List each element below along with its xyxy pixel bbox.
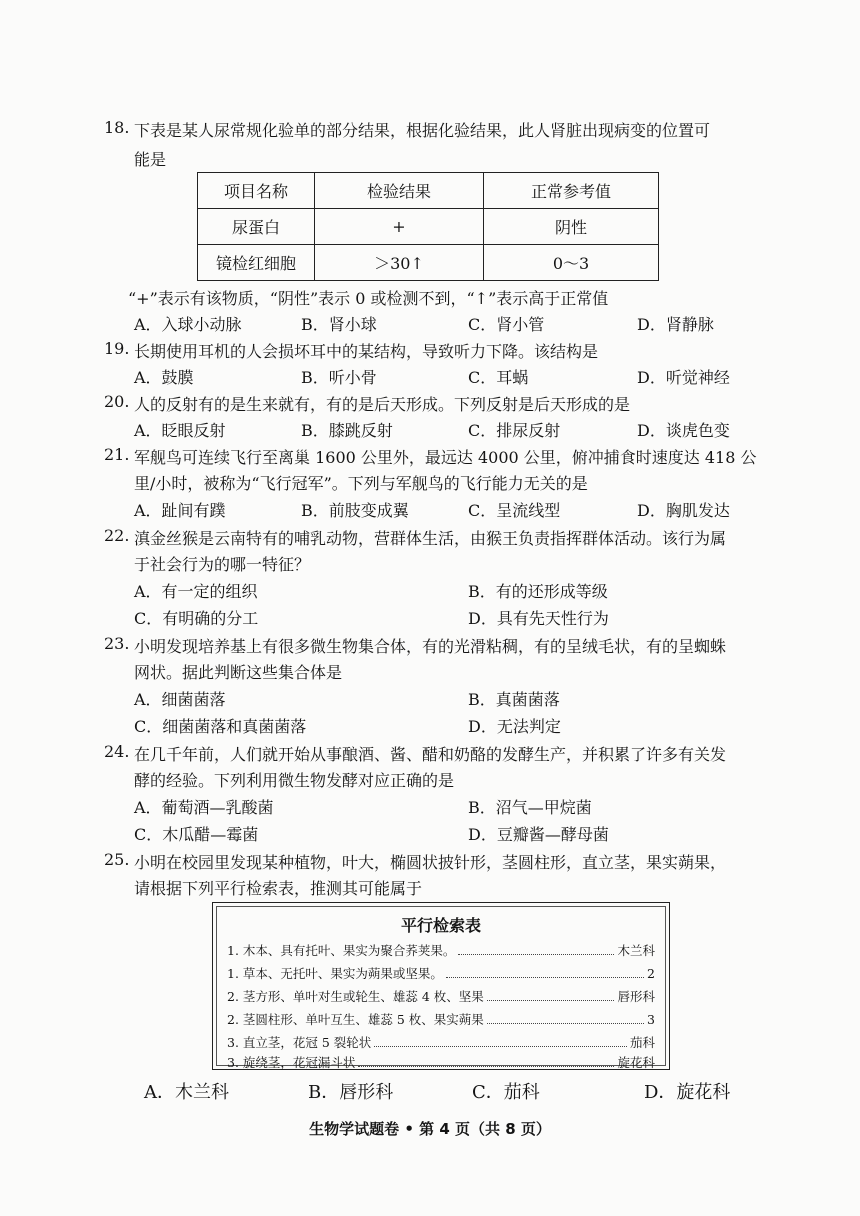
q21-option-d[interactable]: D．胸肌发达 [637,501,730,520]
q23-option-d[interactable]: D．无法判定 [468,717,561,736]
table-cell: 0～3 [484,245,659,281]
q21-stem-line2: 里/小时，被称为“飞行冠军”。下列与军舰鸟的飞行能力无关的是 [134,474,588,493]
key-row [227,1033,655,1055]
q25-option-d[interactable]: D．旋花科 [644,1082,731,1103]
q21-option-c[interactable]: C．呈流线型 [468,501,561,520]
q19-option-a[interactable]: A．鼓膜 [134,368,194,387]
table-row [198,245,659,281]
q25-option-b[interactable]: B．唇形科 [308,1082,394,1103]
q20-number: 20. [104,392,130,411]
q20-option-a[interactable]: A．眨眼反射 [134,421,226,440]
q22-stem-line2: 于社会行为的哪一特征？ [134,555,311,574]
table-cell: 阴性 [484,209,659,245]
q25-stem-line2: 请根据下列平行检索表，推测其可能属于 [134,879,423,898]
q18-option-b[interactable]: B．肾小球 [301,315,377,334]
q20-stem-line1: 人的反射有的是生来就有，有的是后天形成。下列反射是后天形成的是 [134,395,631,414]
q18-option-d[interactable]: D．肾静脉 [637,315,714,334]
q23-option-c[interactable]: C．细菌菌落和真菌菌落 [134,717,307,736]
table-cell: ＞30↑ [315,245,484,281]
key-row-leader-dots [358,1055,614,1067]
table-row [198,209,659,245]
q24-option-a[interactable]: A．葡萄酒—乳酸菌 [134,798,274,817]
q19-stem-line1: 长期使用耳机的人会损坏耳中的某结构，导致听力下降。该结构是 [134,342,599,361]
q25-stem-line1: 小明在校园里发现某种植物，叶大，椭圆状披针形，茎圆柱形，直立茎，果实蒴果， [134,853,727,872]
table-cell: 镜检红细胞 [198,245,315,281]
q22-option-d[interactable]: D．具有先天性行为 [468,609,609,628]
key-title: 平行检索表 [400,916,481,935]
q24-stem-line1: 在几千年前，人们就开始从事酿酒、酱、醋和奶酪的发酵生产，并积累了许多有关发 [134,745,727,764]
key-row-result: 旋花科 [617,1055,655,1070]
q20-option-c[interactable]: C．排尿反射 [468,421,561,440]
q25-option-a[interactable]: A．木兰科 [144,1082,229,1103]
q22-option-a[interactable]: A．有一定的组织 [134,582,258,601]
key-row-lead: 3. 直立茎，花冠 5 裂轮状 [227,1035,372,1050]
q24-stem-line2: 酵的经验。下列利用微生物发酵对应正确的是 [134,771,455,790]
key-row-result: 3 [647,1012,655,1027]
table-cell: 尿蛋白 [198,209,315,245]
q23-option-a[interactable]: A．细菌菌落 [134,690,226,709]
q24-option-d[interactable]: D．豆瓣酱—酵母菌 [468,825,609,844]
q24-number: 24. [104,742,130,761]
key-row-result: 茄科 [629,1035,655,1050]
q24-option-c[interactable]: C．木瓜醋—霉菌 [134,825,259,844]
q18-option-a[interactable]: A．入球小动脉 [134,315,242,334]
q19-option-b[interactable]: B．听小骨 [301,368,377,387]
key-row [227,1010,655,1032]
q19-option-d[interactable]: D．听觉神经 [637,368,730,387]
q22-number: 22. [104,526,130,545]
page-footer: 生物学试题卷 • 第 4 页（共 8 页） [309,1120,551,1138]
key-row-lead: 3. 旋绕茎，花冠漏斗状 [227,1055,356,1070]
parallel-key-table [212,902,670,1070]
q21-number: 21. [104,445,130,464]
q20-option-b[interactable]: B．膝跳反射 [301,421,393,440]
key-row-lead: 2. 茎圆柱形、单叶互生、雄蕊 5 枚、果实蒴果 [227,1012,484,1027]
key-row [227,964,655,986]
table-header-row [198,173,659,209]
q23-stem-line2: 网状。据此判断这些集合体是 [134,663,343,682]
q18-stem-line2: 能是 [134,150,167,169]
q21-option-b[interactable]: B．前肢变成翼 [301,501,409,520]
q22-option-c[interactable]: C．有明确的分工 [134,609,259,628]
key-row-lead: 1. 草本、无托叶、果实为蒴果或坚果。 [227,966,443,981]
q19-number: 19. [104,339,130,358]
q20-option-d[interactable]: D．谈虎色变 [637,421,730,440]
q24-option-b[interactable]: B．沼气—甲烷菌 [468,798,592,817]
urine-test-table [197,172,659,281]
table-header: 检验结果 [315,173,484,209]
q25-option-c[interactable]: C．茄科 [472,1082,540,1103]
key-row-result: 唇形科 [617,989,655,1004]
q18-table-note: “+”表示有该物质，“阴性”表示 0 或检测不到，“↑”表示高于正常值 [128,289,609,308]
table-header: 正常参考值 [484,173,659,209]
key-row-leader-dots [458,943,614,955]
key-row-result: 木兰科 [617,943,655,958]
key-row-result: 2 [647,966,655,981]
key-row [227,1053,655,1075]
key-row-lead: 1. 木本、具有托叶、果实为聚合荞荚果。 [227,943,456,958]
q22-option-b[interactable]: B．有的还形成等级 [468,582,608,601]
key-row-leader-dots [487,989,615,1001]
key-row-leader-dots [374,1035,627,1047]
key-row [227,941,655,963]
key-row-leader-dots [487,1012,644,1024]
q23-stem-line1: 小明发现培养基上有很多微生物集合体，有的光滑粘稠，有的呈绒毛状，有的呈蜘蛛 [134,637,727,656]
table-header: 项目名称 [198,173,315,209]
key-row-leader-dots [446,966,644,978]
q18-number: 18. [104,118,130,137]
q25-number: 25. [104,850,130,869]
q23-number: 23. [104,634,130,653]
table-cell: + [315,209,484,245]
q22-stem-line1: 滇金丝猴是云南特有的哺乳动物，营群体生活，由猴王负责指挥群体活动。该行为属 [134,529,727,548]
key-row-lead: 2. 茎方形、单叶对生或轮生、雄蕊 4 枚、坚果 [227,989,484,1004]
q18-option-c[interactable]: C．肾小管 [468,315,545,334]
q21-stem-line1: 军舰鸟可连续飞行至离巢 1600 公里外，最远达 4000 公里，俯冲捕食时速度达 418 公 [134,448,757,467]
key-row [227,987,655,1009]
q23-option-b[interactable]: B．真菌菌落 [468,690,560,709]
q18-stem-line1: 下表是某人尿常规化验单的部分结果，根据化验结果，此人肾脏出现病变的位置可 [134,121,711,140]
q21-option-a[interactable]: A．趾间有蹼 [134,501,226,520]
q19-option-c[interactable]: C．耳蜗 [468,368,529,387]
